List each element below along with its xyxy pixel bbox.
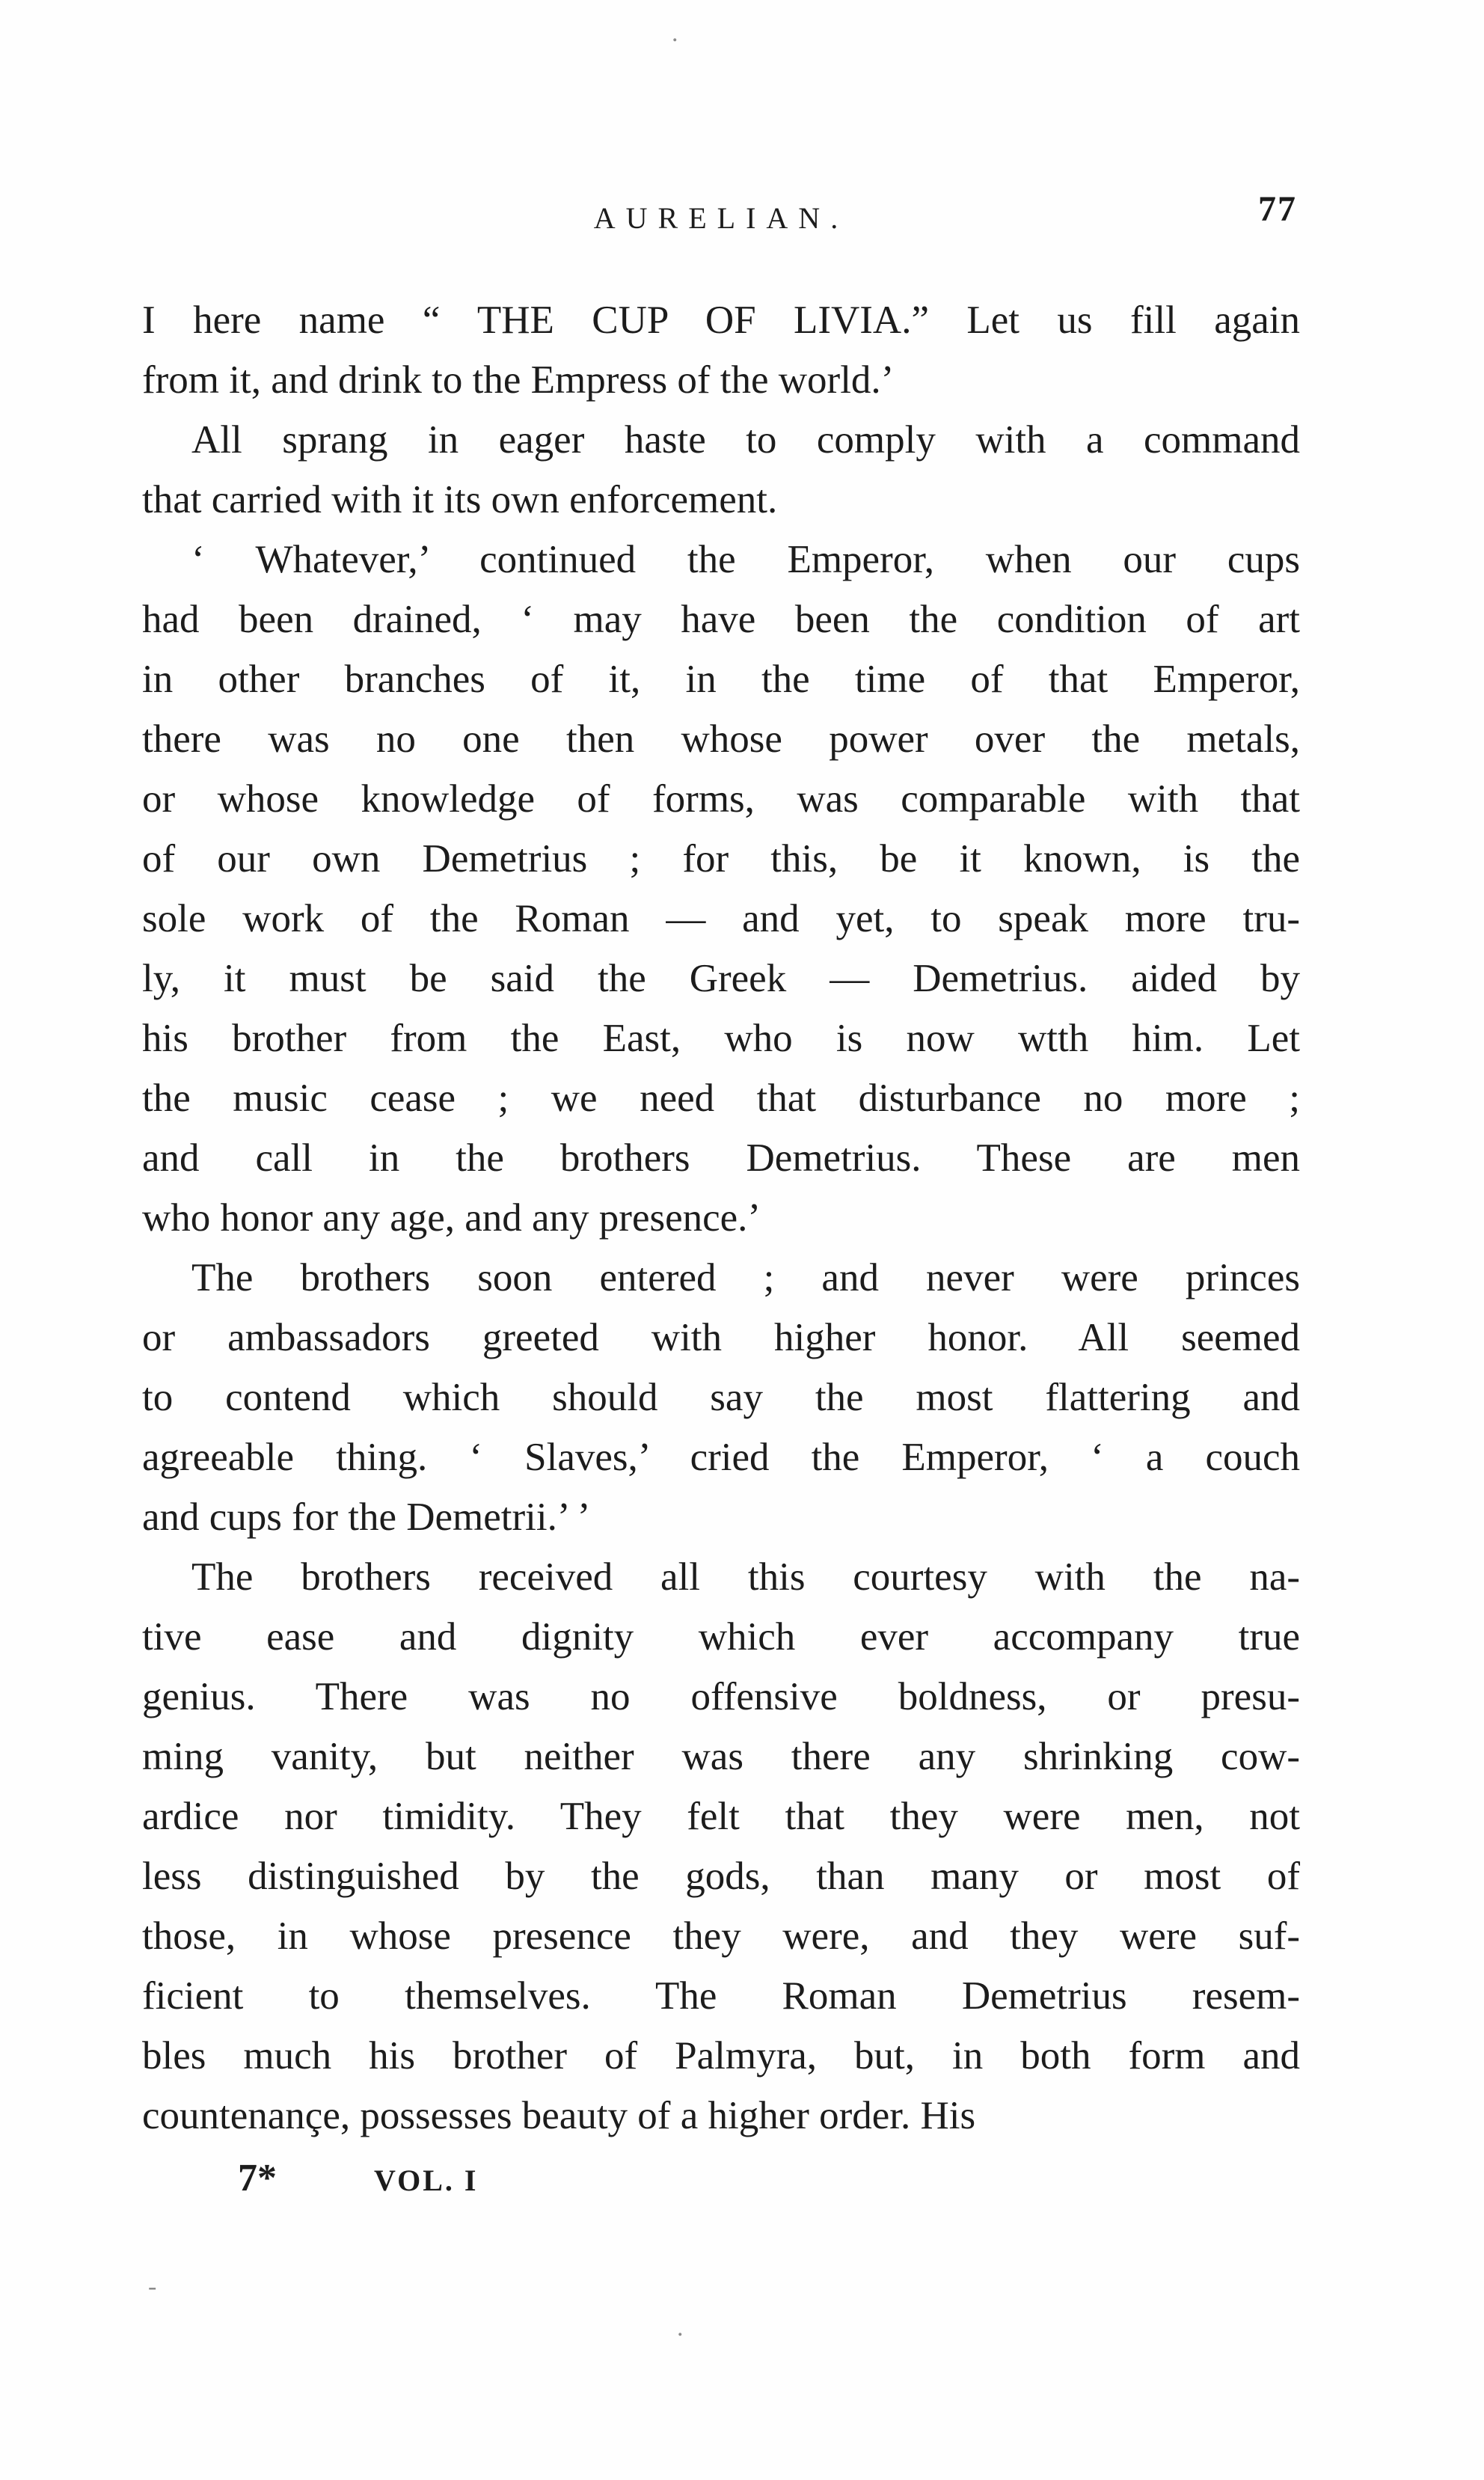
text-line: ‘ Whatever,’ continued the Emperor, when our cups <box>191 538 1300 581</box>
text-line: the music cease ; we need that disturbance no more ; <box>142 1077 1300 1120</box>
scan-artifact: . <box>677 2314 684 2342</box>
text-line: bles much his brother of Palmyra, but, in both form and <box>142 2034 1300 2078</box>
text-line: ly, it must be said the Greek — Demetrius. aided by <box>142 957 1300 1000</box>
text-line: from it, and drink to the Empress of the world.’ <box>142 358 895 402</box>
signature-mark: 7* <box>238 2157 277 2199</box>
text-line: that carried with it its own enforcement. <box>142 478 778 521</box>
paragraph <box>142 290 1300 410</box>
page-header <box>142 189 1300 265</box>
text-line: All sprang in eager haste to comply with a command <box>191 418 1300 462</box>
text-line: ming vanity, but neither was there any shrinking cow- <box>142 1735 1300 1778</box>
paragraph <box>142 1248 1300 1547</box>
text-line: The brothers soon entered ; and never were princes <box>191 1256 1300 1299</box>
text-line: I here name “ THE CUP OF LIVIA.” Let us fill again <box>142 298 1300 342</box>
running-title: AURELIAN. <box>593 201 849 235</box>
page-text <box>142 290 1300 2146</box>
text-line: and cups for the Demetrii.’ ’ <box>142 1495 591 1539</box>
text-line: those, in whose presence they were, and they were suf- <box>142 1914 1300 1958</box>
text-line: or whose knowledge of forms, was comparable with that <box>142 777 1300 821</box>
text-line: ficient to themselves. The Roman Demetrius resem- <box>142 1974 1300 2018</box>
text-line: who honor any age, and any presence.’ <box>142 1196 761 1240</box>
text-line: ardice nor timidity. They felt that they were men, not <box>142 1795 1300 1838</box>
scan-artifact: - <box>148 2273 157 2300</box>
paragraph <box>142 530 1300 1248</box>
text-line: agreeable thing. ‘ Slaves,’ cried the Emperor, ‘ a couch <box>142 1436 1300 1479</box>
text-line: genius. There was no offensive boldness, or presu- <box>142 1675 1300 1718</box>
text-line: and call in the brothers Demetrius. These are men <box>142 1136 1300 1180</box>
text-line: of our own Demetrius ; for this, be it known, is the <box>142 837 1300 881</box>
text-column <box>142 189 1300 2211</box>
text-line: countenançe, possesses beauty of a higher order. His <box>142 2094 976 2137</box>
text-line: The brothers received all this courtesy with the na- <box>191 1555 1300 1599</box>
text-line: had been drained, ‘ may have been the condition of art <box>142 598 1300 641</box>
text-line: there was no one then whose power over the metals, <box>142 717 1300 761</box>
text-line: less distinguished by the gods, than many or most of <box>142 1855 1300 1898</box>
page-footer <box>142 2149 1300 2211</box>
text-line: sole work of the Roman — and yet, to speak more tru- <box>142 897 1300 940</box>
text-line: or ambassadors greeted with higher honor. All seemed <box>142 1316 1300 1359</box>
page-number: 77 <box>1258 189 1297 229</box>
scan-artifact: . <box>672 19 678 47</box>
text-line: to contend which should say the most flattering and <box>142 1376 1300 1419</box>
text-line: in other branches of it, in the time of that Emperor, <box>142 658 1300 701</box>
volume-label: VOL. I <box>374 2164 479 2197</box>
text-line: his brother from the East, who is now wtth him. Let <box>142 1017 1300 1060</box>
paragraph <box>142 410 1300 530</box>
text-line: tive ease and dignity which ever accompany true <box>142 1615 1300 1659</box>
paragraph <box>142 1547 1300 2146</box>
